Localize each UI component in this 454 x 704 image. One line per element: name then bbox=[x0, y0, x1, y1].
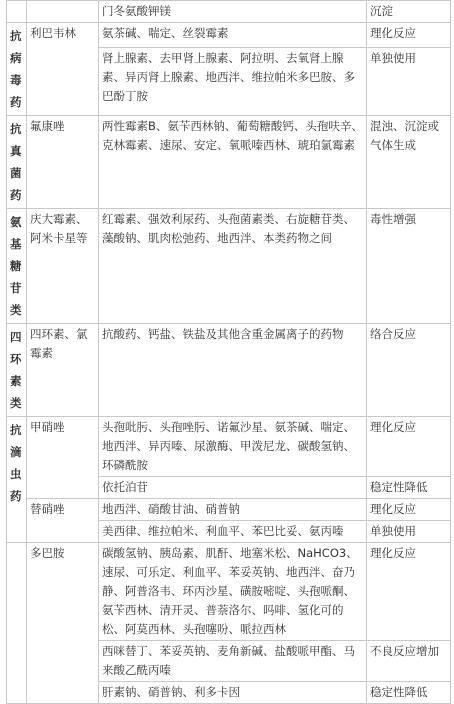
interaction-cell: 两性霉素B、氨苄西林钠、葡萄糖酸钙、头孢呋辛、克林霉素、速尿、安定、氧哌嗪西林、琥珀氯霉素 bbox=[99, 116, 367, 209]
effect-cell: 理化反应 bbox=[367, 417, 451, 477]
interaction-cell: 氨茶碱、喘定、丝裂霉素 bbox=[99, 23, 367, 48]
effect-cell: 毒性增强 bbox=[367, 209, 451, 324]
effect-cell: 混浊、沉淀或气体生成 bbox=[367, 116, 451, 209]
interaction-cell: 红霉素、强效利尿药、头孢菌素类、右旋糖苷类、藻酸钠、肌肉松弛药、地西泮、本类药物之间 bbox=[99, 209, 367, 324]
drug-cell: 四环素、氯霉素 bbox=[27, 324, 99, 417]
interaction-cell: 肾上腺素、去甲肾上腺素、阿拉明、去氧肾上腺素、异丙肾上腺素、地西泮、维拉帕米多巴胺、多巴酚丁胺 bbox=[99, 47, 367, 115]
category-cell: 抗滴虫药 bbox=[7, 417, 27, 543]
table-row bbox=[7, 417, 451, 477]
drug-cell: 氟康唑 bbox=[27, 116, 99, 209]
interaction-cell: 地西泮、硝酸甘油、硝普钠 bbox=[99, 499, 367, 521]
interaction-cell: 美西律、维拉帕米、利血平、苯巴比妥、氨丙嗪 bbox=[99, 521, 367, 543]
drug-cell: 庆大霉素、阿米卡星等 bbox=[27, 209, 99, 324]
interaction-cell: 碳酸氢钠、胰岛素、肌酐、地塞米松、NaHCO3、速尿、可乐定、利血平、苯妥英钠、地西泮、奋乃静、阿普洛韦、环丙沙星、磺胺嘧啶、头孢哌酮、氨苄西林、清开灵、普萘洛尔、吗啡、氢化可的松、阿莫西林、头孢噻吩、哌拉西林 bbox=[99, 543, 367, 641]
category-cell: 抗真菌药 bbox=[7, 116, 27, 209]
effect-cell: 单独使用 bbox=[367, 521, 451, 543]
table-row bbox=[7, 499, 451, 521]
table-row bbox=[7, 209, 451, 324]
category-cell: 氨基糖苷类 bbox=[7, 209, 27, 324]
category-cell: 抗病毒药 bbox=[7, 23, 27, 116]
header-drug: 门冬氨酸钾镁 bbox=[99, 1, 367, 23]
category-cell bbox=[7, 543, 27, 704]
interaction-cell: 肝素钠、硝普钠、利多卡因 bbox=[99, 682, 367, 704]
table-row bbox=[7, 324, 451, 417]
drug-cell: 甲硝唑 bbox=[27, 417, 99, 499]
effect-cell: 理化反应 bbox=[367, 23, 451, 48]
interaction-cell: 抗酸药、钙盐、铁盐及其他含重金属离子的药物 bbox=[99, 324, 367, 417]
effect-cell: 稳定性降低 bbox=[367, 682, 451, 704]
effect-cell: 稳定性降低 bbox=[367, 477, 451, 499]
drug-cell: 利巴韦林 bbox=[27, 23, 99, 116]
table-row bbox=[7, 23, 451, 48]
table-row bbox=[7, 116, 451, 209]
effect-cell: 理化反应 bbox=[367, 499, 451, 521]
table-row bbox=[7, 543, 451, 641]
interaction-cell: 头孢吡肟、头孢唑肟、诺氟沙星、氨茶碱、喘定、地西泮、异丙嗪、尿激酶、甲泼尼龙、碳酸氢钠、环磷酰胺 bbox=[99, 417, 367, 477]
effect-cell: 络合反应 bbox=[367, 324, 451, 417]
effect-cell: 不良反应增加 bbox=[367, 641, 451, 682]
header-effect: 沉淀 bbox=[367, 1, 451, 23]
drug-cell: 多巴胺 bbox=[27, 543, 99, 704]
interaction-cell: 依托泊苷 bbox=[99, 477, 367, 499]
effect-cell: 理化反应 bbox=[367, 543, 451, 641]
effect-cell: 单独使用 bbox=[367, 47, 451, 115]
header-row bbox=[7, 1, 451, 23]
drug-cell: 替硝唑 bbox=[27, 499, 99, 543]
interaction-cell: 西咪替丁、苯妥英钠、麦角新碱、盐酸哌甲酯、马来酸乙酰丙嗪 bbox=[99, 641, 367, 682]
blank-cell bbox=[27, 1, 99, 23]
drug-incompatibility-table bbox=[6, 0, 451, 704]
blank-cell bbox=[7, 1, 27, 23]
category-cell: 四环素类 bbox=[7, 324, 27, 417]
